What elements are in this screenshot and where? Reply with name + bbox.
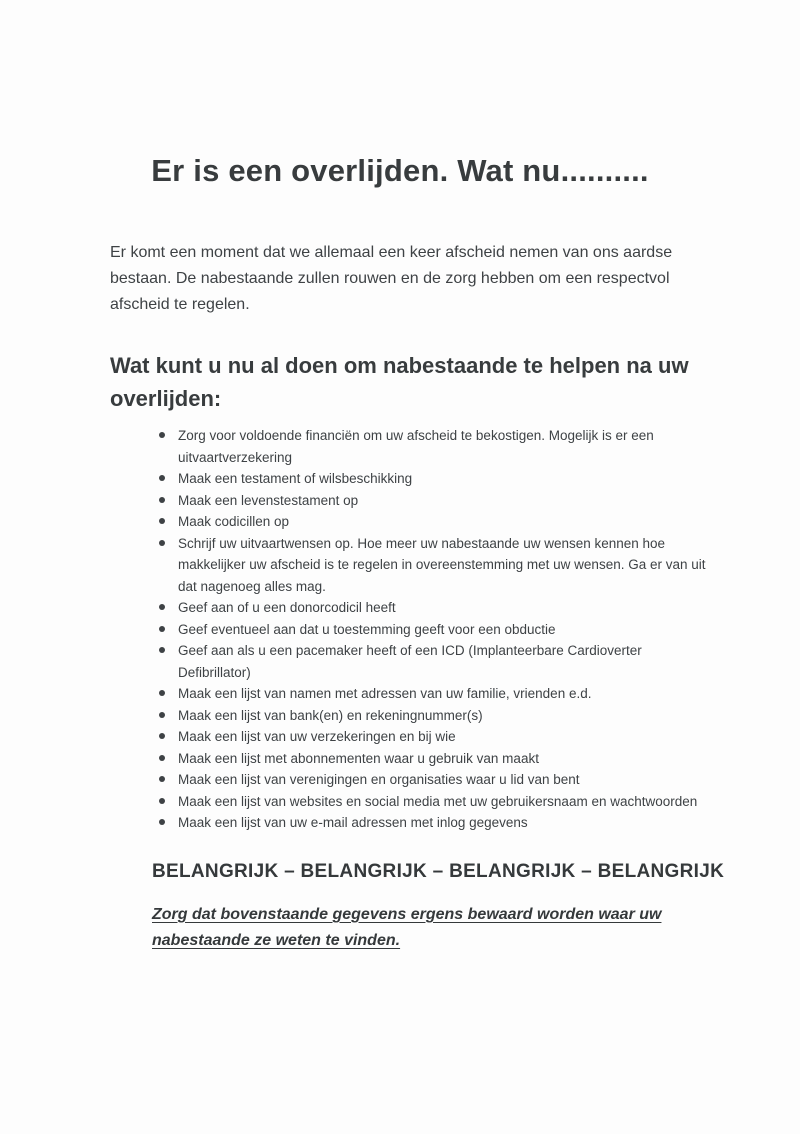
list-item xyxy=(158,812,708,834)
list-item xyxy=(158,511,708,533)
section-heading: Wat kunt u nu al doen om nabestaande te helpen na uw overlijden: xyxy=(110,353,689,411)
list-item-text: Zorg voor voldoende financiën om uw afscheid te bekostigen. Mogelijk is er een uitvaartverzekering xyxy=(178,428,654,465)
bullet-icon xyxy=(159,497,165,503)
list-item xyxy=(158,490,708,512)
list-item-text: Maak een lijst van uw verzekeringen en bij wie xyxy=(178,729,456,744)
list-item-text: Maak een levenstestament op xyxy=(178,492,359,508)
bullet-icon xyxy=(159,776,165,782)
list-item-text: Maak een lijst van websites en social media met uw gebruikersnaam en wachtwoorden xyxy=(178,793,698,809)
list-item-text: Maak een lijst van bank(en) en rekeningnummer(s) xyxy=(178,707,483,723)
list-item xyxy=(158,640,708,683)
list-item xyxy=(158,533,708,598)
bullet-icon xyxy=(159,604,165,610)
list-item-text: Maak een lijst van uw e-mail adressen met inlog gegevens xyxy=(178,815,528,830)
list-item xyxy=(158,705,708,727)
bullet-icon xyxy=(159,819,165,825)
bullet-icon xyxy=(159,626,165,632)
list-item-text: Geef eventueel aan dat u toestemming geeft voor een obductie xyxy=(178,621,556,637)
list-item-text: Maak een testament of wilsbeschikking xyxy=(178,471,413,486)
bullet-icon xyxy=(159,733,165,739)
bullet-icon xyxy=(159,798,165,804)
important-banner: BELANGRIJK – BELANGRIJK – BELANGRIJK – BELANGRIJK xyxy=(152,860,725,882)
list-item xyxy=(158,619,708,641)
list-item xyxy=(158,425,708,468)
document-title: Er is een overlijden. Wat nu.......... xyxy=(151,153,649,188)
intro-paragraph: Er komt een moment dat we allemaal een keer afscheid nemen van ons aardse bestaan. De nabestaande zullen rouwen en de zorg hebben om een respectvol afscheid te regelen. xyxy=(110,244,673,313)
list-item xyxy=(158,748,708,770)
list-item xyxy=(158,791,708,813)
bullet-icon xyxy=(159,690,165,696)
list-item xyxy=(158,726,708,748)
bullet-icon xyxy=(159,647,165,653)
list-item-text: Maak codicillen op xyxy=(178,514,290,529)
list-item-text: Geef aan als u een pacemaker heeft of een ICD (Implanteerbare Cardioverter Defibrillator) xyxy=(178,643,642,680)
bullet-icon xyxy=(159,518,165,524)
bullet-icon xyxy=(159,432,165,438)
closing-note: Zorg dat bovenstaande gegevens ergens bewaard worden waar uw nabestaande ze weten te vinden. xyxy=(152,905,662,949)
bullet-icon xyxy=(159,755,165,761)
list-item-text: Maak een lijst van namen met adressen van uw familie, vrienden e.d. xyxy=(178,686,592,701)
bullet-icon xyxy=(159,540,165,546)
list-item xyxy=(158,597,708,619)
advice-bullet-list xyxy=(0,425,800,834)
list-item xyxy=(158,468,708,490)
list-item-text: Maak een lijst van verenigingen en organisaties waar u lid van bent xyxy=(178,772,580,787)
bullet-icon xyxy=(159,712,165,718)
list-item xyxy=(158,683,708,705)
bullet-icon xyxy=(159,475,165,481)
list-item-text: Geef aan of u een donorcodicil heeft xyxy=(178,600,396,615)
list-item-text: Schrijf uw uitvaartwensen op. Hoe meer uw nabestaande uw wensen kennen hoe makkelijker uw afscheid is te regelen in overeenstemming met uw wensen. Ga er van uit dat nagenoeg alles mag. xyxy=(178,535,706,594)
list-item-text: Maak een lijst met abonnementen waar u gebruik van maakt xyxy=(178,750,539,766)
list-item xyxy=(158,769,708,791)
